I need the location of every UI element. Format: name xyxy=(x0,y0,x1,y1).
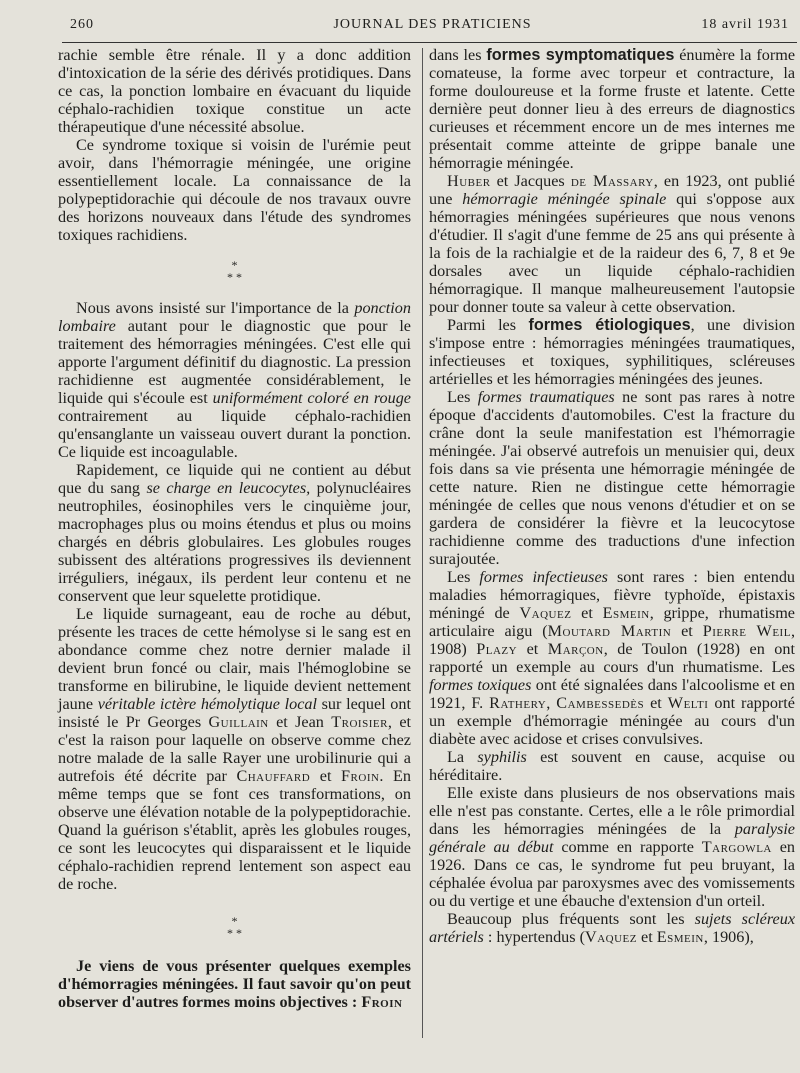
paragraph: La syphilis est souvent en cause, acquise ou héréditaire. xyxy=(429,748,795,784)
journal-title: JOURNAL DES PRATICIENS xyxy=(333,17,532,32)
left-column xyxy=(58,46,411,1011)
paragraph: Elle existe dans plusieurs de nos observations mais elle n'est pas constante. Certes, elle a le rôle primordial dans les hémorragies méningées de la paralysie générale au début comme en rapporte Targowla en 1926. Dans ce cas, le syndrome fut peu bruyant, la céphalée évolua par paroxysmes avec des vomissements ou du vertige et une ébauche d'extension d'un orteil. xyxy=(429,784,795,910)
section-separator: * * * xyxy=(227,258,242,284)
issue-date: 18 avril 1931 xyxy=(701,17,789,32)
paragraph: rachie semble être rénale. Il y a donc addition d'intoxication de la série des dérivés protidiques. Dans ce cas, la ponction lombaire en évacuant du liquide céphalo-rachidien toxique constitue un acte thérapeutique d'une nécessité absolue. xyxy=(58,46,411,136)
page-header xyxy=(70,17,795,43)
section-separator: * * * xyxy=(227,914,242,940)
paragraph: Ce syndrome toxique si voisin de l'urémie peut avoir, dans l'hémorragie méningée, une origine essentiellement locale. La connaissance de la polypeptidorachie qui découle de nos travaux ouvre des horizons nouveaux dans l'étude des syndromes toxiques rachidiens. xyxy=(58,136,411,244)
right-column xyxy=(429,46,795,946)
paragraph: Les formes traumatiques ne sont pas rares à notre époque d'accidents d'automobiles. C'est la fracture du crâne dont la seule manifestation est l'hémorragie méningée. J'ai observé autrefois un menuisier qui, deux fois dans sa vie présenta une hémorragie méningée de cette nature. Rien ne distingue cette hémorragie méningée de celles que nous venons d'étudier et on se gardera de considérer la fièvre et la leucocytose rachidienne comme des traductions d'une infection surajoutée. xyxy=(429,388,795,568)
paragraph: Beaucoup plus fréquents sont les sujets scléreux artériels : hypertendus (Vaquez et Esmein, 1906), xyxy=(429,910,796,946)
column-divider xyxy=(422,48,423,1038)
paragraph: Huber et Jacques de Massary, en 1923, ont publié une hémorragie méningée spinale qui s'oppose aux hémorragies méningées supérieures que nous venons d'étudier. Il s'agit d'une femme de 25 ans qui présente à la fois de la rachialgie et de la raideur des 6, 7, 8 et 9e dorsales avec un liquide céphalo-rachidien hémorragique. Il manque malheureusement l'autopsie pour donner toute sa valeur à cette observation. xyxy=(429,172,795,316)
paragraph: Le liquide surnageant, eau de roche au début, présente les traces de cette hémolyse si le sang est en abondance comme chez notre dernier malade il devient brun foncé ou clair, mais l'hémoglobine se transforme en bilirubine, le liquide devient nettement jaune véritable ictère hémolytique local sur lequel ont insisté le Pr Georges Guillain et Jean Troisier, et c'est la raison pour laquelle on observe comme chez notre malade de la salle Rayer une urobilinurie qui a autrefois été décrite par Chauffard et Froin. En même temps que se font ces transformations, on observe une élévation notable de la polypeptidorachie. Quand la guérison s'établit, après les globules rouges, ce sont les leucocytes qui disparaissent et le liquide céphalo-rachidien reprend lentement son aspect eau de roche. xyxy=(58,605,412,893)
paragraph: Les formes infectieuses sont rares : bien entendu maladies hémorragiques, fièvre typhoïde, épistaxis méningé de Vaquez et Esmein, grippe, rhumatisme articulaire aigu (Moutard Martin et Pierre Weil, 1908) Plazy et Marçon, de Toulon (1928) en ont rapporté un exemple au cours d'un rhumatisme. Les formes toxiques ont été signalées dans l'alcoolisme et en 1921, F. Rathery, Cambessedès et Welti ont rapporté un exemple d'hémorragie méningée au cours d'un diabète avec acidose et crises convulsives. xyxy=(429,568,796,748)
paragraph: dans les formes symptomatiques énumère la forme comateuse, la forme avec torpeur et contracture, la forme douloureuse et la forme fruste et latente. Cette dernière peut donner lieu à des erreurs de diagnostics curieuses et récemment encore un de mes internes me présentait comme atteinte de grippe banale une hémorragie méningée. xyxy=(429,46,796,172)
header-rule xyxy=(62,42,797,43)
page-number: 260 xyxy=(70,17,94,32)
paragraph: Rapidement, ce liquide qui ne contient au début que du sang se charge en leucocytes, polynucléaires neutrophiles, éosinophiles vers le cinquième jour, macrophages plus ou moins étendus et plus ou moins chargés en débris globulaires. Les globules rouges subissent des altérations progressives ils deviennent irréguliers, inégaux, ils perdent leur contenu et ne conservent que leur squelette protidique. xyxy=(58,461,411,605)
paragraph: Parmi les formes étiologiques, une division s'impose entre : hémorragies méningées traumatiques, infectieuses et toxiques, syphilitiques, scléreuses artérielles et les hémorragies méningées des jeunes. xyxy=(429,316,795,388)
paragraph: Je viens de vous présenter quelques exemples d'hémorragies méningées. Il faut savoir qu'on peut observer d'autres formes moins objectives : Froin xyxy=(58,957,411,1011)
paragraph: Nous avons insisté sur l'importance de la ponction lombaire autant pour le diagnostic que pour le traitement des hémorragies méningées. C'est elle qui apporte l'argument définitif du diagnostic. La pression rachidienne est augmentée considérablement, le liquide qui s'écoule est uniformément coloré en rouge contrairement au liquide céphalo-rachidien qu'ensanglante un vaisseau ouvert durant la ponction. Ce liquide est incoagulable. xyxy=(58,299,411,461)
